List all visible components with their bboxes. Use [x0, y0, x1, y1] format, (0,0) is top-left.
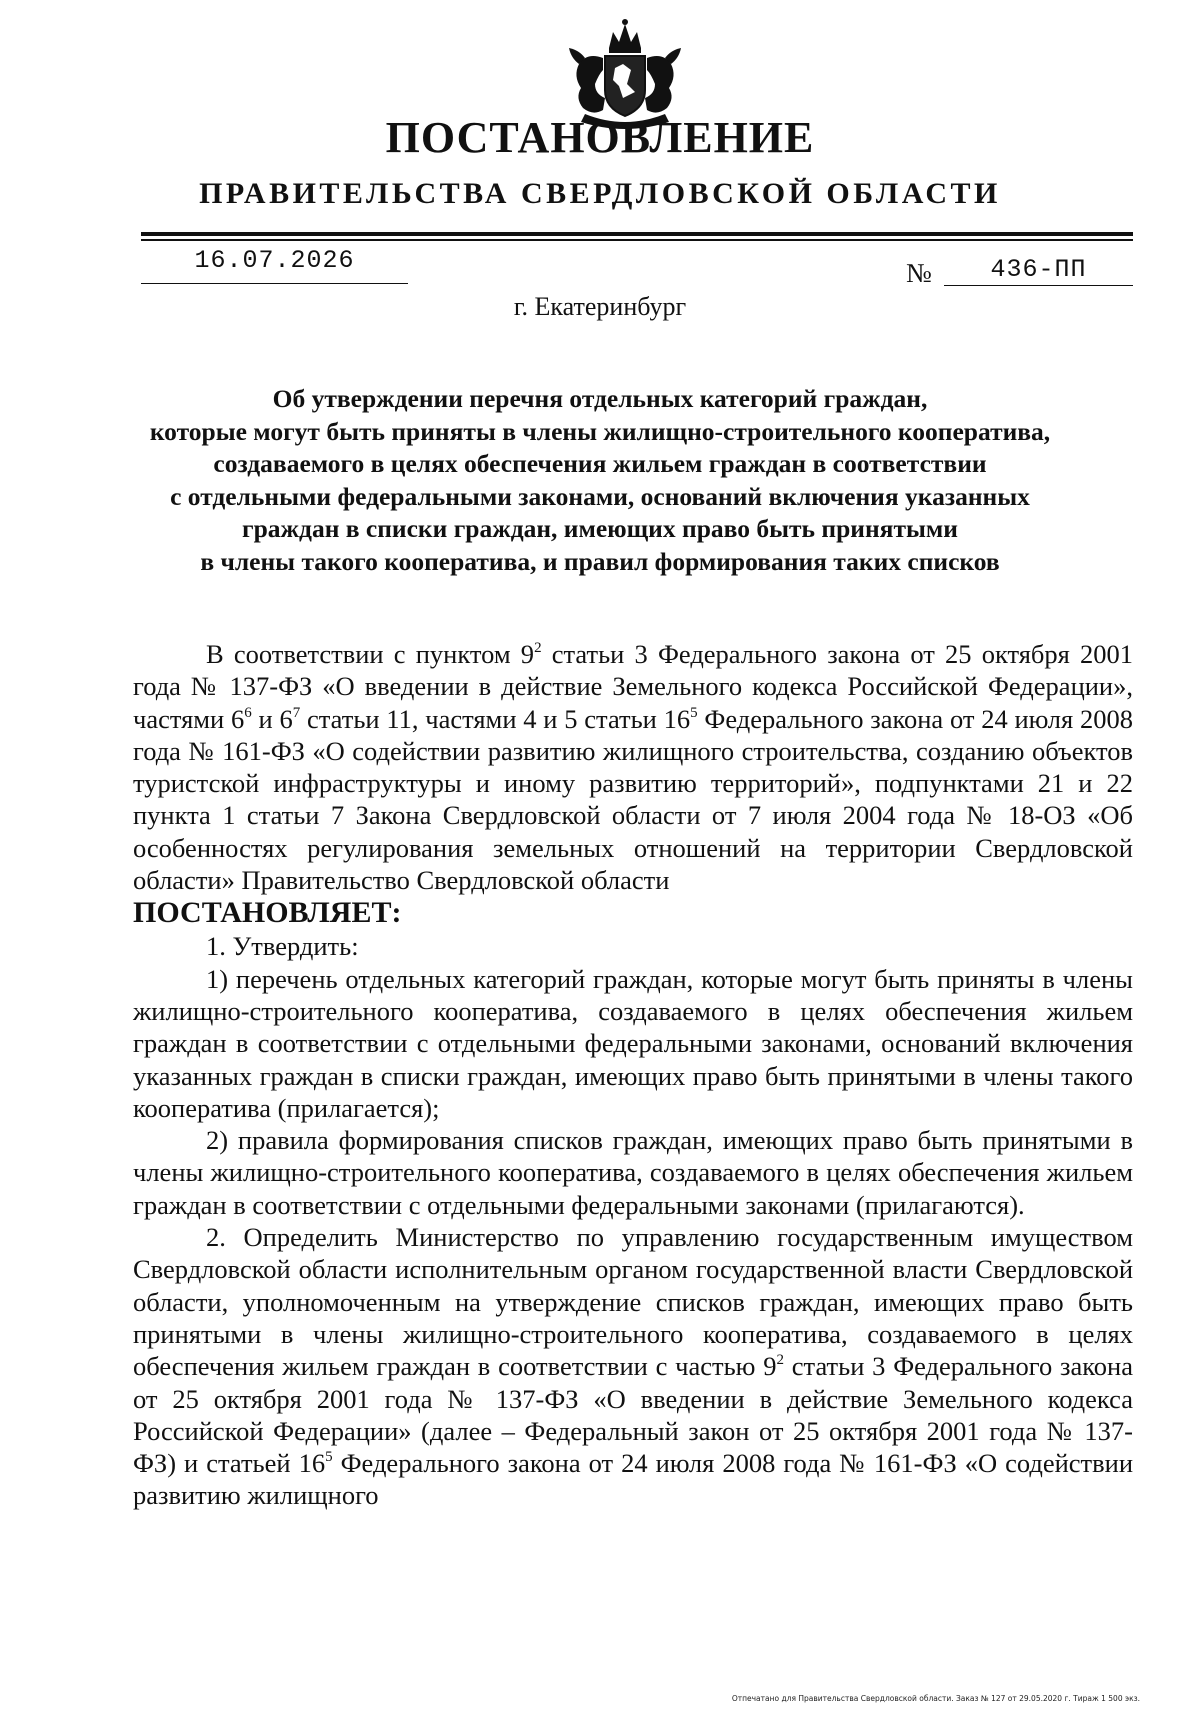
item-1-2: 2) правила формирования списков граждан, имеющих право быть принятыми в члены жилищно-строительного кооператива, создаваемого в целях обеспечения жильем граждан в соответствии с отдельными федеральными законами (прилагаются). [133, 1125, 1133, 1220]
header-rule-thick [141, 232, 1133, 236]
document-body [133, 638, 1133, 1512]
heading-line: с отдельными федеральными законами, оснований включения указанных [170, 481, 1030, 511]
document-heading [120, 383, 1080, 578]
item-1-1: 1) перечень отдельных категорий граждан, которые могут быть приняты в члены жилищно-строительного кооператива, создаваемого в целях обеспечения жильем граждан в соответствии с отдельными федеральными законами, оснований включения указанных граждан в списки граждан, имеющих право быть принятыми в члены такого кооператива (прилагается); [133, 963, 1133, 1123]
document-title: ПОСТАНОВЛЕНИЕ [385, 113, 815, 162]
heading-line: граждан в списки граждан, имеющих право быть принятыми [242, 514, 958, 543]
print-footer: Отпечатано для Правительства Свердловской области. Заказ № 127 от 29.05.2020 г. Тираж 1 500 экз. [731, 1694, 1140, 1703]
item-2: 2. Определить Министерство по управлению государственным имуществом Свердловской области исполнительным органом государственной власти Свердловской области, уполномоченным на утверждение списков граждан, имеющих право быть принятыми в члены жилищно-строительного кооператива, создаваемого в целях обеспечения жильем граждан в соответствии с частью $9^2$ статьи 3 Федерального закона от 25 октября 2001 года № 137-ФЗ «О введении в действие Земельного кодекса Российской Федерации» (далее – Федеральный закон от 25 октября 2001 года № 137-ФЗ) и статьей $16^5$ Федерального закона от 24 июля 2008 года № 161-ФЗ «О содействии развитию жилищного [133, 1222, 1134, 1511]
header-rule-thin [141, 239, 1133, 241]
document-date: 16.07.2026 [194, 246, 355, 275]
date-underline [141, 283, 408, 284]
heading-line: создаваемого в целях обеспечения жильем граждан в соответствии [213, 449, 987, 478]
document-subtitle: ПРАВИТЕЛЬСТВА СВЕРДЛОВСКОЙ ОБЛАСТИ [199, 177, 1001, 210]
document-number: 436-ПП [990, 255, 1087, 284]
heading-line: Об утверждении перечня отдельных категорий граждан, [272, 384, 928, 413]
number-label: № [906, 258, 932, 288]
number-underline [944, 285, 1133, 286]
resolves-heading: ПОСТАНОВЛЯЕТ: [133, 896, 402, 930]
preamble-paragraph: В соответствии с пунктом $9^2$ статьи 3 Федерального закона от 25 октября 2001 года № 137-ФЗ «О введении в действие Земельного кодекса Российской Федерации», частями $6^6$ и $6^7$ статьи 11, частями 4 и 5 статьи $16^5$ Федерального закона от 24 июля 2008 года № 161-ФЗ «О содействии развитию жилищного строительства, созданию объектов туристской инфраструктуры и иному развитию территорий», подпунктами 21 и 22 пункта 1 статьи 7 Закона Свердловской области от 7 июля 2004 года № 18-ОЗ «Об особенностях регулирования земельных отношений на территории Свердловской области» Правительство Свердловской области [133, 639, 1133, 896]
heading-line: которые могут быть приняты в члены жилищно-строительного кооператива, [149, 416, 1051, 446]
heading-line: в члены такого кооператива, и правил формирования таких списков [200, 546, 1000, 576]
item-1: 1. Утвердить: [206, 931, 359, 962]
document-city: г. Екатеринбург [513, 292, 687, 321]
